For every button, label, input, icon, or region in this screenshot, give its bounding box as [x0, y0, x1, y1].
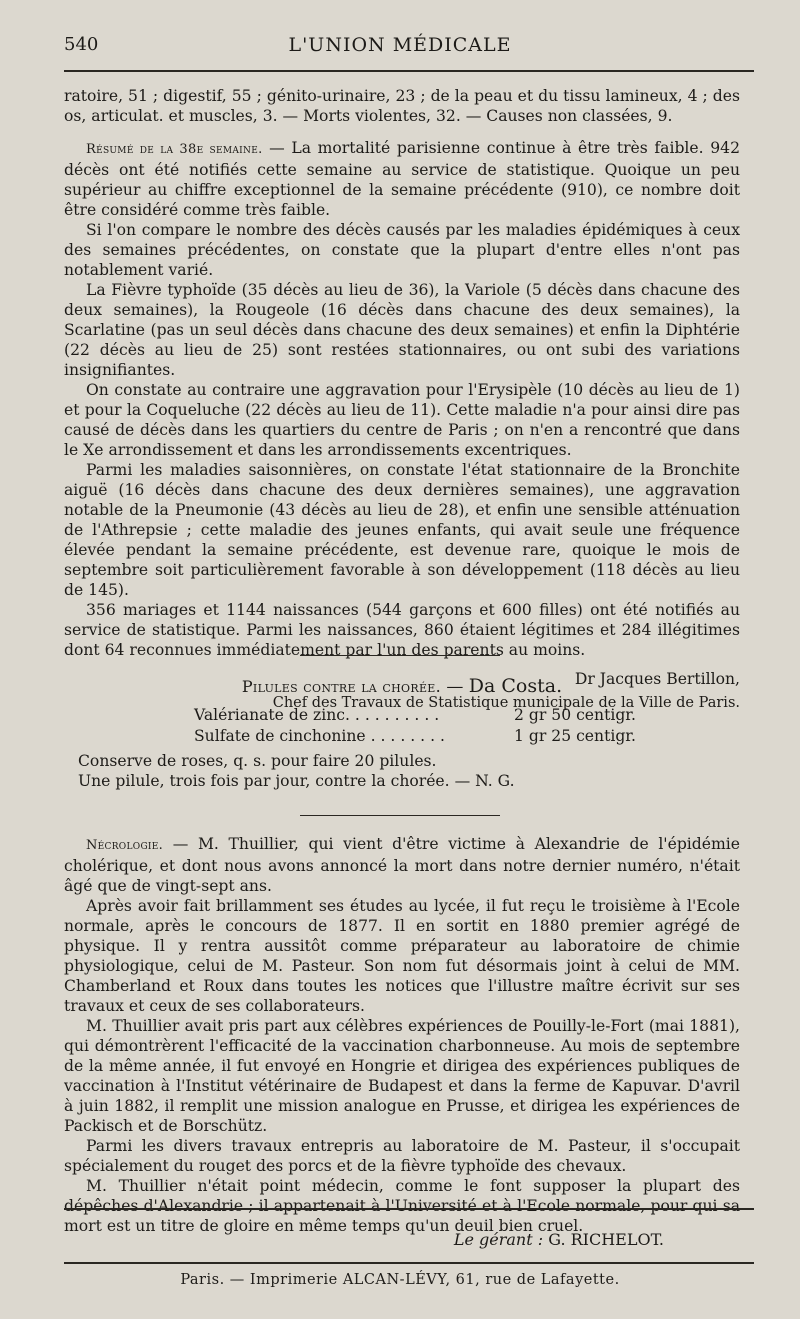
- obituary-experiments: M. Thuillier avait pris part aux célèbres expériences de Pouilly-le-Fort (mai 1881), qui démontrèrent l'efficacité de la vaccination charbonneuse. Au mois de septembre de la même année, il fut envoyé en Hongrie et dirigea des expériences publiques de vaccination à l'Institut vétérinaire de Budapest et dans la ferme de Kapuvar. D'avril à juin 1882, il remplit une mission analogue en Prusse, et dirigea les expériences de Packisch et de Borschütz.: [64, 1017, 740, 1135]
- statistics-section: [64, 86, 740, 714]
- footer-rule-bottom: [64, 1262, 754, 1264]
- obituary-research: Parmi les divers travaux entrepris au laboratoire de M. Pasteur, il s'occupait spécialement du rouget des porcs et de la fièvre typhoïde des chevaux.: [64, 1137, 740, 1175]
- formula-dosage: Une pilule, trois fois par jour, contre la chorée. — N. G.: [78, 772, 515, 790]
- printer-imprint: Paris. — Imprimerie ALCAN-LÉVY, 61, rue de Lafayette.: [180, 1272, 620, 1288]
- paragraph-epidemics: Si l'on compare le nombre des décès causés par les maladies épidémiques à ceux des semaines précédentes, on constate que la plupart d'entre elles n'ont pas notablement varié.: [64, 221, 740, 279]
- journal-title: L'UNION MÉDICALE: [288, 34, 512, 56]
- stats-causes-line: ratoire, 51 ; digestif, 55 ; génito-urinaire, 23 ; de la peau et du tissu lamineux, 4 ; des os, articulat. et muscles, 3. — Morts violentes, 32. — Causes non classées, 9.: [64, 87, 740, 125]
- obituary-career: Après avoir fait brillamment ses études au lycée, il fut reçu le troisième à l'Ecole normale, après le concours de 1877. Il en sortit en 1880 premier agrégé de physique. Il y rentra aussitôt comme préparateur au laboratoire de chimie physiologique, celui de M. Pasteur. Son nom fut désormais joint à celui de MM. Chamberland et Roux dans toutes les notices que l'illustre maître écrivit sur ses travaux et ceux de ses collaborateurs.: [64, 897, 740, 1015]
- author-title: Chef des Travaux de Statistique municipale de la Ville de Paris.: [272, 695, 740, 711]
- paragraph-births: 356 mariages et 1144 naissances (544 garçons et 600 filles) ont été notifiés au service de statistique. Parmi les naissances, 860 étaient légitimes et 284 illégitimes dont 64 reconnues immédiatement par l'un des parents au moins.: [64, 601, 740, 659]
- obituary-section: [64, 834, 740, 1236]
- author-signature: Dr Jacques Bertillon,: [574, 670, 740, 688]
- weekly-summary: [64, 138, 740, 220]
- footer-rule: [64, 1208, 754, 1210]
- formula-author: Da Costa.: [468, 675, 563, 697]
- formula-section: [64, 674, 740, 791]
- summary-label: Résumé de la 38e semaine.: [86, 142, 263, 157]
- summary-text: — La mortalité parisienne continue à être très faible. 942 décès ont été notifiés cette semaine au service de statistique. Quoique un peu supérieur au chiffre exceptionnel de la semaine précédente (910), ce nombre doit être considéré comme très faible.: [64, 139, 740, 219]
- paragraph-seasonal: Parmi les maladies saisonnières, on constate l'état stationnaire de la Bronchite aiguë (16 décès dans chacune des deux dernières semaines), une aggravation notable de la Pneumonie (43 décès au lieu de 28), et enfin une sensible atténuation de l'Athrepsie ; cette maladie des jeunes enfants, qui avait seule une fréquence élevée pendant la semaine précédente, est devenue rare, quoique le mois de septembre soit particulièrement favorable à son développement (118 décès au lieu de 145).: [64, 461, 740, 599]
- formula-instruction: Conserve de roses, q. s. pour faire 20 pilules.: [78, 752, 437, 770]
- obituary-intro: Nécrologie. — M. Thuillier, qui vient d'être victime à Alexandrie de l'épidémie cholérique, et dont nous avons annoncé la mort dans notre dernier numéro, n'était âgé que de vingt-sept ans.: [64, 835, 740, 895]
- obituary-label: Nécrologie.: [86, 838, 164, 853]
- running-header: [0, 34, 800, 62]
- page-number: 540: [64, 34, 99, 55]
- section-divider: [300, 655, 500, 656]
- ingredient-list: [194, 705, 654, 747]
- formula-title: Pilules contre la chorée. — Da Costa.: [241, 675, 563, 697]
- obituary-closing: M. Thuillier n'était point médecin, comme le font supposer la plupart des dépêches d'Alexandrie ; il appartenait à l'Université et à l'Ecole normale, pour qui sa mort est un titre de gloire en même temps qu'un deuil bien cruel.: [64, 1177, 740, 1235]
- ingredient-row: Sulfate de cinchonine . . . . . . . . 1 gr 25 centigr.: [194, 727, 637, 745]
- ingredient-row: Valérianate de zinc. . . . . . . . . . 2 gr 50 centigr.: [194, 706, 637, 724]
- paragraph-stationary: La Fièvre typhoïde (35 décès au lieu de 36), la Variole (5 décès dans chacune des deux semaines), la Rougeole (16 décès dans chacune des deux semaines), la Scarlatine (pas un seul décès dans chacune des deux semaines) et enfin la Diphtérie (22 décès au lieu de 25) sont restées stationnaires, ou ont subi des variations insignifiantes.: [64, 281, 740, 379]
- paragraph-aggravation: On constate au contraire une aggravation pour l'Erysipèle (10 décès au lieu de 1) et pour la Coqueluche (22 décès au lieu de 11). Cette maladie n'a pour ainsi dire pas causé de décès dans les quartiers du centre de Paris ; on n'en a rencontré que dans le Xe arrondissement et dans les arrondissements excentriques.: [64, 381, 740, 459]
- manager-signature: Le gérant : G. RICHELOT.: [453, 1230, 664, 1249]
- header-rule: [64, 70, 754, 72]
- section-divider: [300, 815, 500, 816]
